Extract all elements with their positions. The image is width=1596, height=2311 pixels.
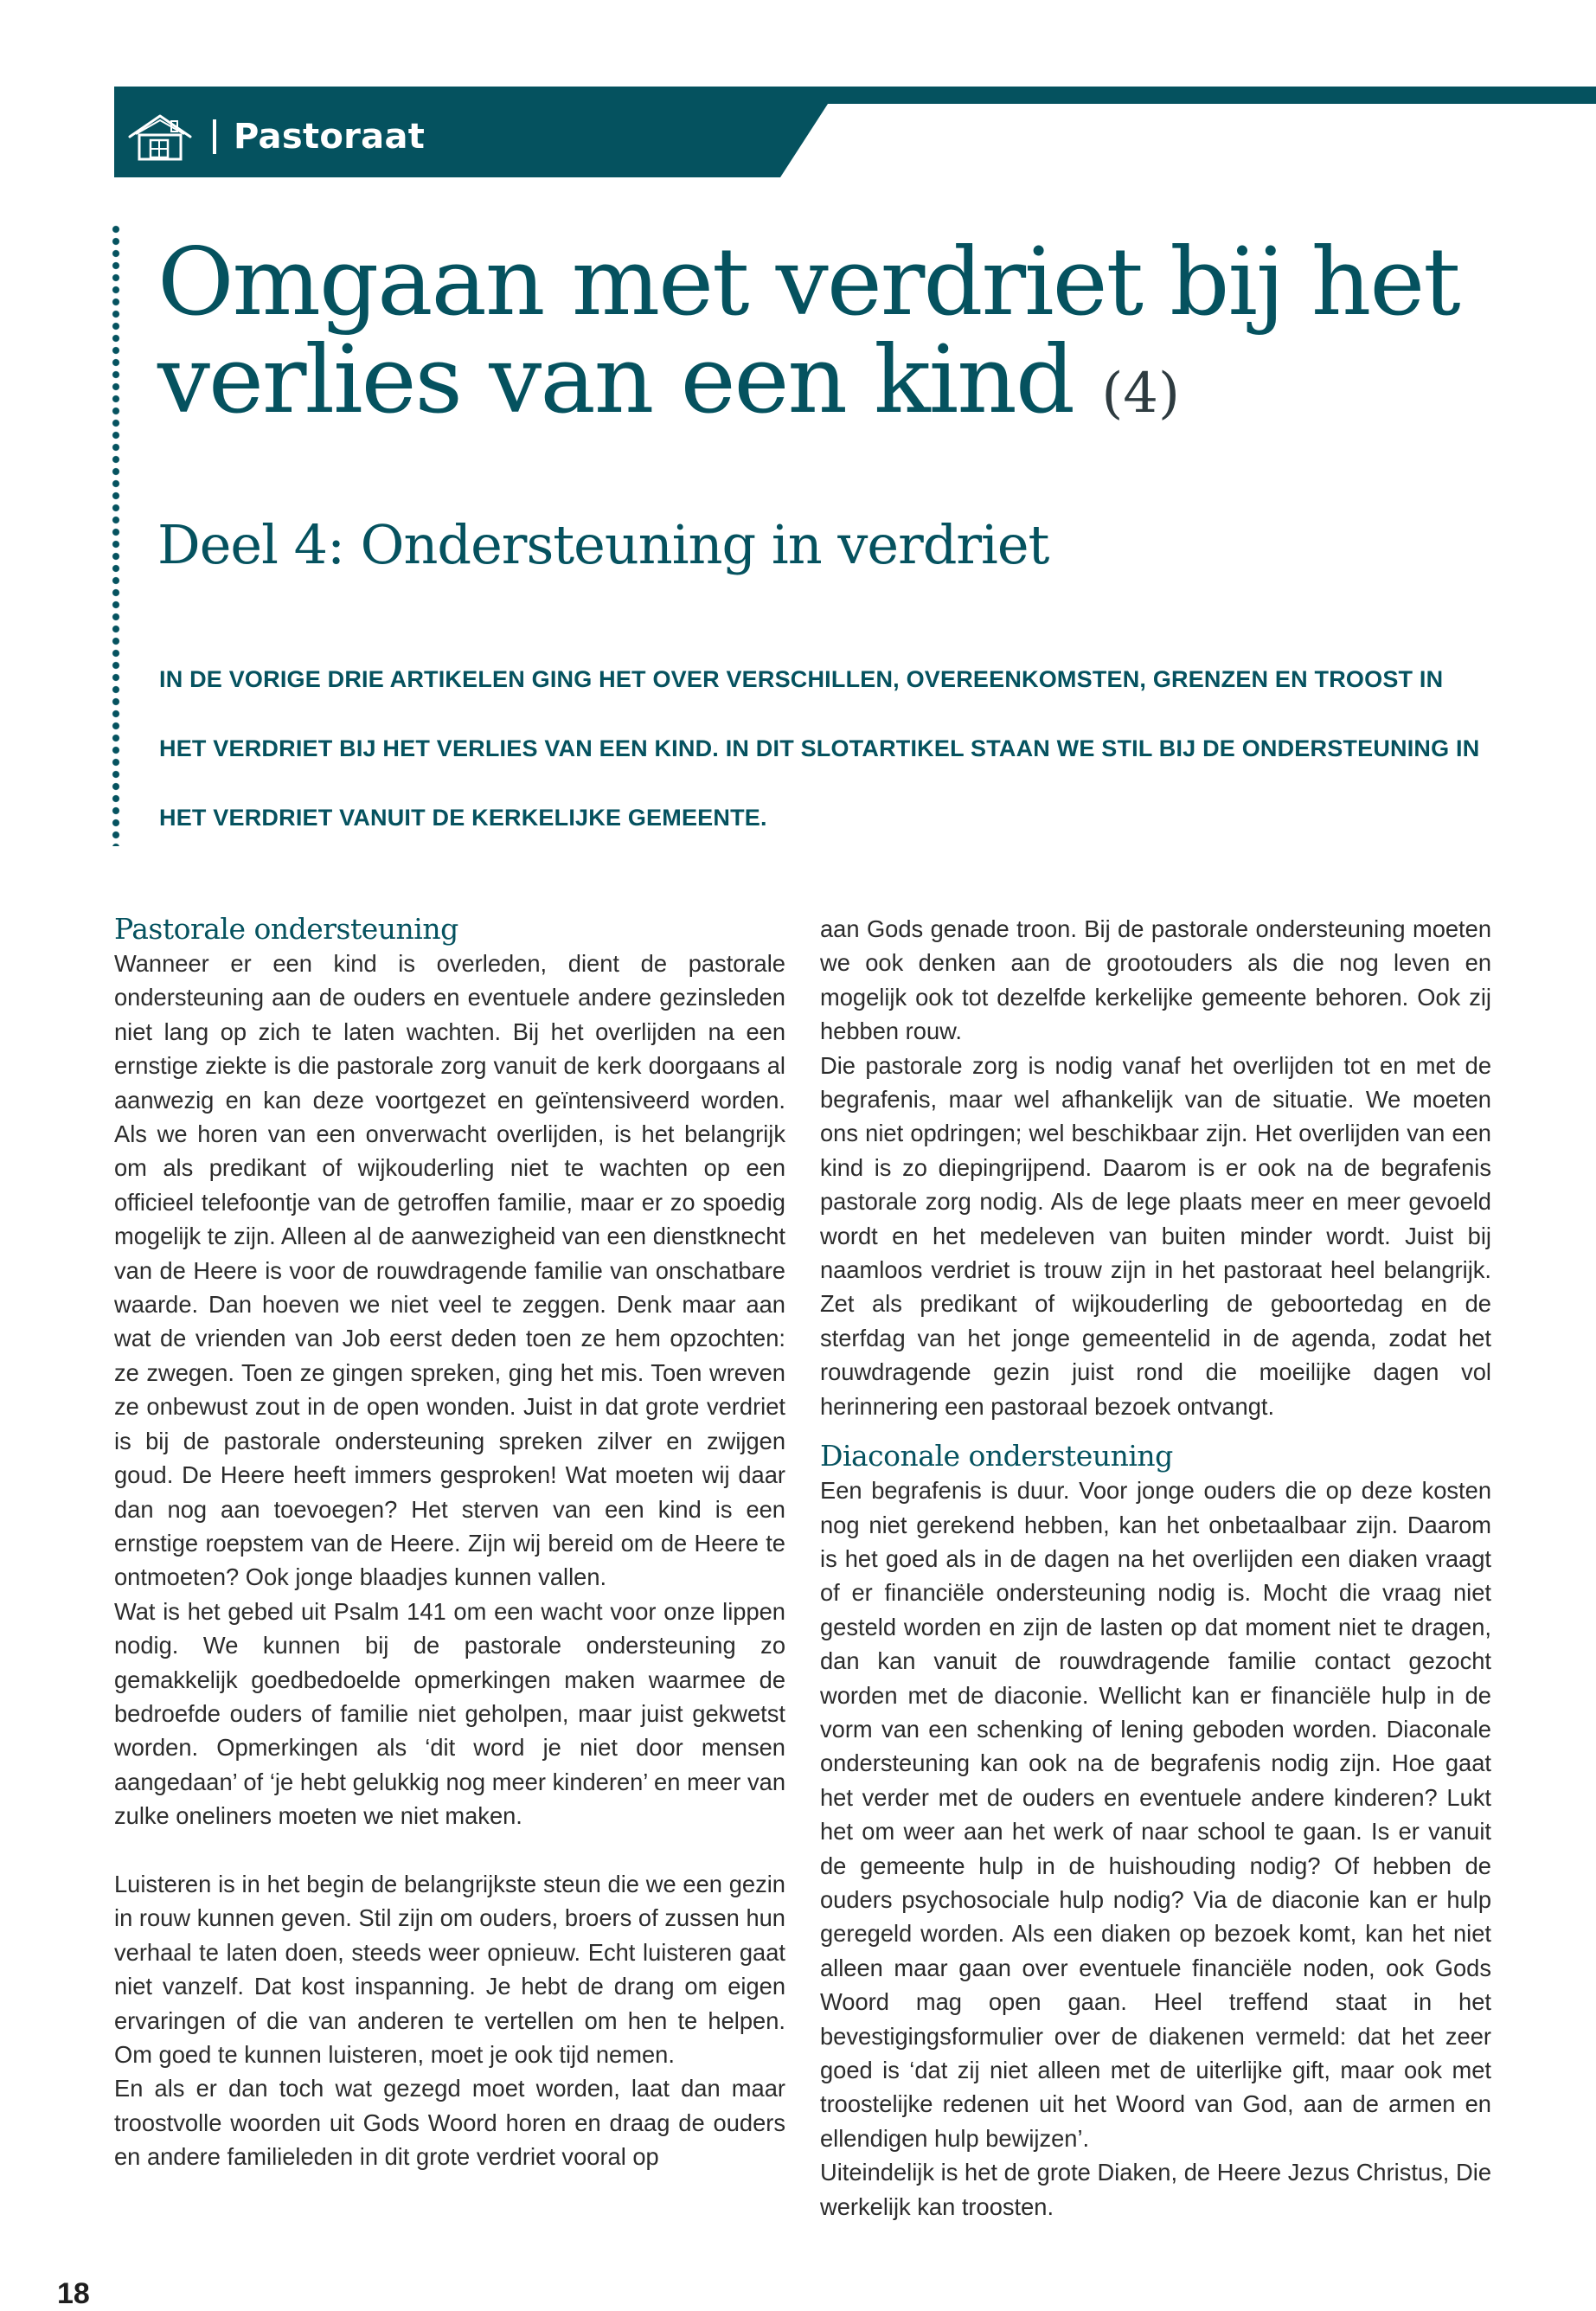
section-label: Pastoraat — [234, 117, 426, 157]
paragraph-spacer — [114, 1833, 785, 1867]
left-column — [114, 912, 785, 2174]
section-header — [126, 111, 425, 163]
house-icon — [126, 112, 194, 161]
title-line-2 — [157, 326, 1542, 443]
right-column — [820, 912, 1491, 2224]
title-part-number: (4) — [1101, 362, 1180, 426]
header-separator — [213, 119, 216, 154]
dotted-rule — [111, 223, 121, 846]
right-paragraph-4: Uiteindelijk is het de grote Diaken, de Heere Jezus Christus, Die werkelijk kan troosten. — [820, 2159, 1491, 2220]
intro-lead — [159, 663, 1509, 870]
intro-line-1: IN DE VORIGE DRIE ARTIKELEN GING HET OVER VERSCHILLEN, OVEREENKOMSTEN, GRENZEN EN TROOST IN — [159, 666, 1444, 692]
right-paragraph-3: Een begrafenis is duur. Voor jonge ouders die op deze kosten nog niet gerekend hebben, kan het onbetaalbaar zijn. Daarom is het goed als in de dagen na het overlijden een diaken vraagt of er financiële ondersteuning nodig is. Mocht die vraag niet gesteld worden en zijn de lasten op dat moment niet te dragen, dan kan vanuit de rouwdragende familie contact gezocht worden met de diaconie. Wellicht kan er financiële hulp in de vorm van een schenking of lening geboden worden. Diaconale ondersteuning kan ook na de begrafenis nodig zijn. Hoe gaat het verder met de ouders en eventuele andere kinderen? Lukt het om weer aan het werk of naar school te gaan. Is er vanuit de gemeente hulp in de huishouding nodig? Of hebben de ouders psychosociale hulp nodig? Via de diaconie kan er hulp geregeld worden. Als een diaken op bezoek komt, kan het niet alleen maar gaan over eventuele financiële noden, ook Gods Woord mag open gaan. Heel treffend staat in het bevestigingsformulier over de diakenen vermeld: dat het zeer goed is ‘dat zij niet alleen met de uiterlijke gift, maar ook met troostelijke redenen uit het Woord van God, aan de armen en ellendigen hulp bewijzen’. — [820, 1477, 1491, 2152]
intro-line-2: HET VERDRIET BIJ HET VERLIES VAN EEN KIND. IN DIT SLOTARTIKEL STAAN WE STIL BIJ DE ONDERSTEUNING IN — [159, 735, 1480, 761]
page-title — [157, 228, 1542, 443]
heading-spacer — [820, 1423, 1491, 1439]
intro-line-3: HET VERDRIET VANUIT DE KERKELIJKE GEMEENTE. — [159, 805, 767, 831]
page-subtitle: Deel 4: Ondersteuning in verdriet — [157, 513, 1049, 576]
left-paragraph-1: Wanneer er een kind is overleden, dient de pastorale ondersteuning aan de ouders en eventuele andere gezinsleden niet lang op zich te laten wachten. Bij het overlijden na een ernstige ziekte is die pastorale zorg vanuit de kerk doorgaans al aanwezig en kan deze voortgezet en geïntensiveerd worden. Als we horen van een onverwacht overlijden, is het belangrijk om als predikant of wijkouderling niet te wachten op een officieel telefoontje van de getroffen familie, maar er zo spoedig mogelijk te zijn. Alleen al de aanwezigheid van een dienstknecht van de Heere is voor de rouwdragende familie van onschatbare waarde. Dan hoeven we niet veel te zeggen. Denk maar aan wat de vrienden van Job eerst deden toen ze hem opzochten: ze zwegen. Toen ze gingen spreken, ging het mis. Toen wreven ze onbewust zout in de open wonden. Juist in dat grote verdriet is bij de pastorale ondersteuning spreken zilver en zwijgen goud. De Heere heeft immers gesproken! Wat moeten wij daar dan nog aan toevoegen? Het sterven van een kind is een ernstige roepstem van de Heere. Zijn wij bereid om de Heere te ontmoeten? Ook jonge blaadjes kunnen vallen. — [114, 950, 785, 1591]
title-line-2-text: verlies van een kind — [157, 326, 1074, 434]
page-number: 18 — [57, 2277, 90, 2310]
heading-pastorale-ondersteuning: Pastorale ondersteuning — [114, 912, 458, 946]
left-paragraph-2: Wat is het gebed uit Psalm 141 om een wacht voor onze lippen nodig. We kunnen bij de pastorale ondersteuning zo gemakkelijk goedbedoelde opmerkingen maken waarmee de bedroefde ouders of familie niet geholpen, maar juist gekwetst worden. Opmerkingen als ‘dit word je niet door mensen aangedaan’ of ‘je hebt gelukkig nog meer kinderen’ en meer van zulke oneliners moeten we niet maken. — [114, 1597, 785, 1830]
title-line-1: Omgaan met verdriet bij het — [157, 228, 1459, 337]
left-paragraph-4: En als er dan toch wat gezegd moet worden, laat dan maar troostvolle woorden uit Gods Woord horen en draag de ouders en andere familieleden in dit grote verdriet vooral op — [114, 2075, 785, 2171]
right-paragraph-2: Die pastorale zorg is nodig vanaf het overlijden tot en met de begrafenis, maar wel afhankelijk van de situatie. We moeten ons niet opdringen; wel beschikbaar zijn. Het overlijden van een kind is zo diepingrijpend. Daarom is er ook na de begrafenis pastorale zorg nodig. Als de lege plaats meer en meer gevoeld wordt en het medeleven van buiten minder wordt. Juist bij naamloos verdriet is trouw zijn in het pastoraat heel belangrijk. Zet als predikant of wijkouderling de geboortedag en de sterfdag van het jonge gemeentelid in de agenda, zodat het rouwdragende gezin juist rond die moeilijke dagen vol herinnering een pastoraal bezoek ontvangt. — [820, 1051, 1491, 1420]
left-paragraph-3: Luisteren is in het begin de belangrijkste steun die we een gezin in rouw kunnen geven. Stil zijn om ouders, broers of zussen hun verhaal te laten doen, steeds weer opnieuw. Echt luisteren gaat niet vanzelf. Dat kost inspanning. Je hebt de drang om eigen ervaringen of die van anderen te vertellen om hen te helpen. Om goed te kunnen luisteren, moet je ook tijd nemen. — [114, 1870, 785, 2068]
heading-diaconale-ondersteuning: Diaconale ondersteuning — [820, 1439, 1173, 1473]
right-paragraph-1: aan Gods genade troon. Bij de pastorale ondersteuning moeten we ook denken aan de grootouders als die nog leven en mogelijk ook tot dezelfde kerkelijke gemeente behoren. Ook zij hebben rouw. — [820, 915, 1491, 1045]
